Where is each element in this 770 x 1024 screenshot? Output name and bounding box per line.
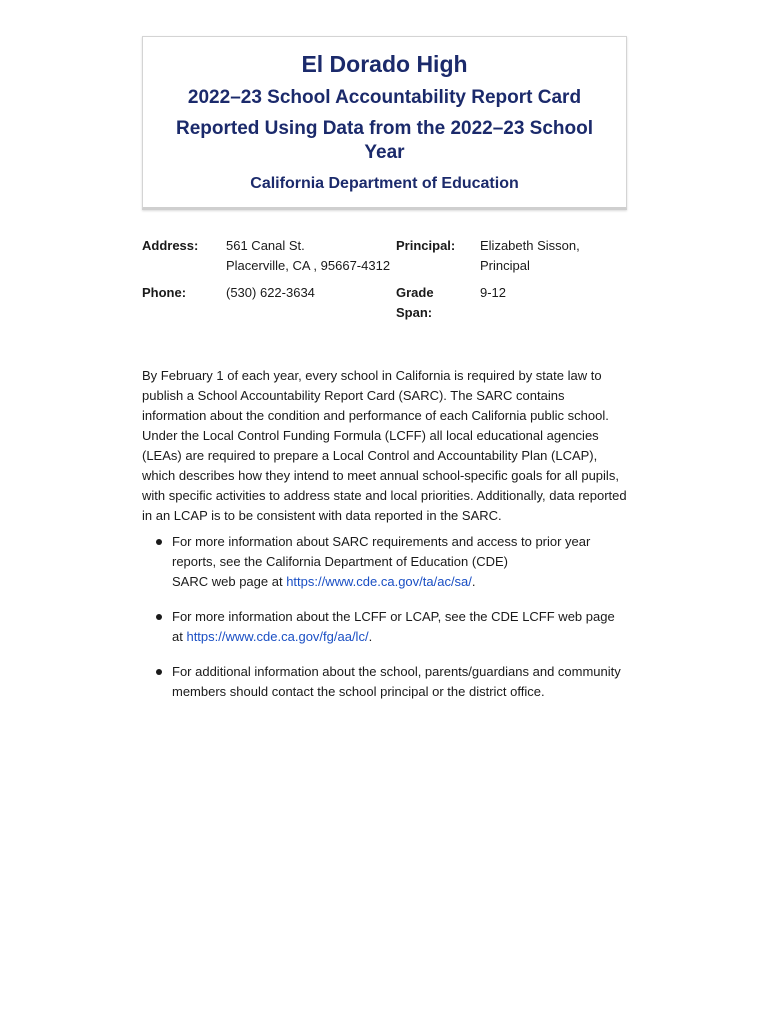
- info-bullet-list: [142, 532, 628, 717]
- school-info: [142, 236, 627, 330]
- bullet-text: For more information about the LCFF or LCAP, see the CDE LCFF web page at: [172, 609, 615, 644]
- report-title: 2022–23 School Accountability Report Card: [187, 87, 582, 108]
- list-item: [142, 532, 628, 592]
- address-line1: 561 Canal St.: [226, 238, 305, 253]
- address-label: Address:: [142, 238, 199, 253]
- bullet-text: SARC web page at: [172, 574, 283, 589]
- grade-span-value: 9-12: [480, 285, 507, 300]
- info-row-address: [142, 236, 627, 276]
- report-subtitle: Reported Using Data from the 2022–23 School Year: [175, 118, 594, 163]
- bullet-text: .: [368, 629, 373, 644]
- header-box: [142, 36, 627, 210]
- sarc-link[interactable]: https://www.cde.ca.gov/ta/ac/sa/: [286, 574, 472, 589]
- info-row-phone: [142, 283, 627, 323]
- address-value: [226, 236, 396, 276]
- school-name: El Dorado High: [301, 51, 468, 77]
- bullet-text: For additional information about the school, parents/guardians and community members should contact the school principal or the district office.: [172, 664, 621, 699]
- principal-label: Principal:: [396, 238, 456, 253]
- bullet-text: For more information about SARC requirements and access to prior year reports, see the California Department of Education (CDE): [172, 534, 591, 569]
- bullet-text: .: [471, 574, 476, 589]
- phone-value: (530) 622-3634: [226, 285, 315, 300]
- lcff-link[interactable]: https://www.cde.ca.gov/fg/aa/lc/: [186, 629, 369, 644]
- grade-span-label: Grade Span:: [396, 285, 434, 320]
- list-item: [142, 607, 628, 647]
- department-name: California Department of Education: [250, 175, 519, 192]
- intro-paragraph: By February 1 of each year, every school in California is required by state law to publish a School Accountability Report Card (SARC). The SARC contains information about the condition and performance of each California public school. Under the Local Control Funding Formula (LCFF) all local educational agencies (LEAs) are required to prepare a Local Control and Accountability Plan (LCAP), which describes how they intend to meet annual school-specific goals for all pupils, with specific activities to address state and local priorities. Additionally, data reported in an LCAP is to be consistent with data reported in the SARC.: [142, 368, 627, 523]
- list-item: [142, 662, 628, 702]
- phone-label: Phone:: [142, 285, 187, 300]
- principal-value: Elizabeth Sisson, Principal: [480, 238, 580, 273]
- address-line2: Placerville, CA , 95667-4312: [226, 258, 391, 273]
